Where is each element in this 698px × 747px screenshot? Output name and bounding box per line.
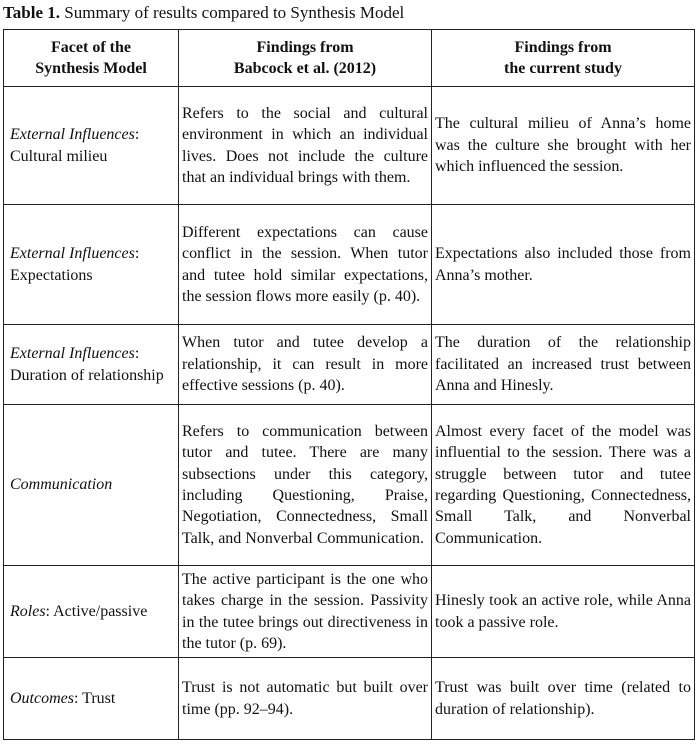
facet-detail: : Active/passive — [45, 602, 148, 620]
table-caption — [3, 3, 404, 23]
facet-detail: : Cultural milieu — [10, 126, 140, 165]
facet-category: Outcomes — [10, 689, 74, 707]
current-study-cell: Expectations also included those from Anna’s mother. — [432, 205, 695, 325]
facet-detail: : Expectations — [10, 245, 140, 284]
header-current: Findings from the current study — [432, 30, 695, 87]
facet-category: External Influences — [10, 245, 135, 263]
current-study-cell: Trust was built over time (related to duration of relationship). — [432, 658, 695, 740]
header-facet: Facet of the Synthesis Model — [4, 30, 179, 87]
summary-table — [3, 29, 695, 740]
babcock-cell: When tutor and tutee develop a relationship, it can result in more effective sessions (p. 40). — [179, 325, 432, 405]
babcock-cell: Refers to communication between tutor and tutee. There are many subsections under this category, including Questioning, Praise, Negotiation, Connectedness, Small Talk, and Nonverbal Communication. — [179, 405, 432, 566]
caption-text: Summary of results compared to Synthesis Model — [64, 3, 405, 22]
table-row — [4, 566, 695, 658]
facet-cell — [4, 205, 179, 325]
facet-detail: : Trust — [73, 689, 116, 707]
table-row — [4, 325, 695, 405]
caption-label: Table 1. — [3, 3, 61, 22]
facet-detail: : Duration of relationship — [10, 345, 164, 384]
facet-cell — [4, 325, 179, 405]
current-study-cell: The cultural milieu of Anna’s home was the culture she brought with her which influenced the session. — [432, 87, 695, 205]
facet-category: Roles — [10, 602, 46, 620]
current-study-cell: Hinesly took an active role, while Anna took a passive role. — [432, 566, 695, 658]
header-babcock: Findings from Babcock et al. (2012) — [179, 30, 432, 87]
table-row — [4, 87, 695, 205]
facet-category: External Influences — [10, 126, 135, 144]
current-study-cell: The duration of the relationship facilitated an increased trust between Anna and Hinesly. — [432, 325, 695, 405]
facet-category: Communication — [10, 476, 113, 494]
facet-cell — [4, 566, 179, 658]
facet-cell — [4, 87, 179, 205]
babcock-cell: Different expectations can cause conflict in the session. When tutor and tutee hold similar expectations, the session flows more easily (p. 40). — [179, 205, 432, 325]
current-study-cell: Almost every facet of the model was influential to the session. There was a struggle between tutor and tutee regarding Questioning, Connectedness, Small Talk, and Nonverbal Communication. — [432, 405, 695, 566]
table-row — [4, 658, 695, 740]
header-row — [4, 30, 695, 87]
babcock-cell: Refers to the social and cultural environment in which an individual lives. Does not include the culture that an individual brings with them. — [179, 87, 432, 205]
babcock-cell: The active participant is the one who takes charge in the session. Passivity in the tutee brings out directiveness in the tutor (p. 69). — [179, 566, 432, 658]
facet-category: External Influences — [10, 345, 135, 363]
babcock-cell: Trust is not automatic but built over time (pp. 92–94). — [179, 658, 432, 740]
table-row — [4, 405, 695, 566]
facet-cell — [4, 405, 179, 566]
facet-cell — [4, 658, 179, 740]
table-row — [4, 205, 695, 325]
